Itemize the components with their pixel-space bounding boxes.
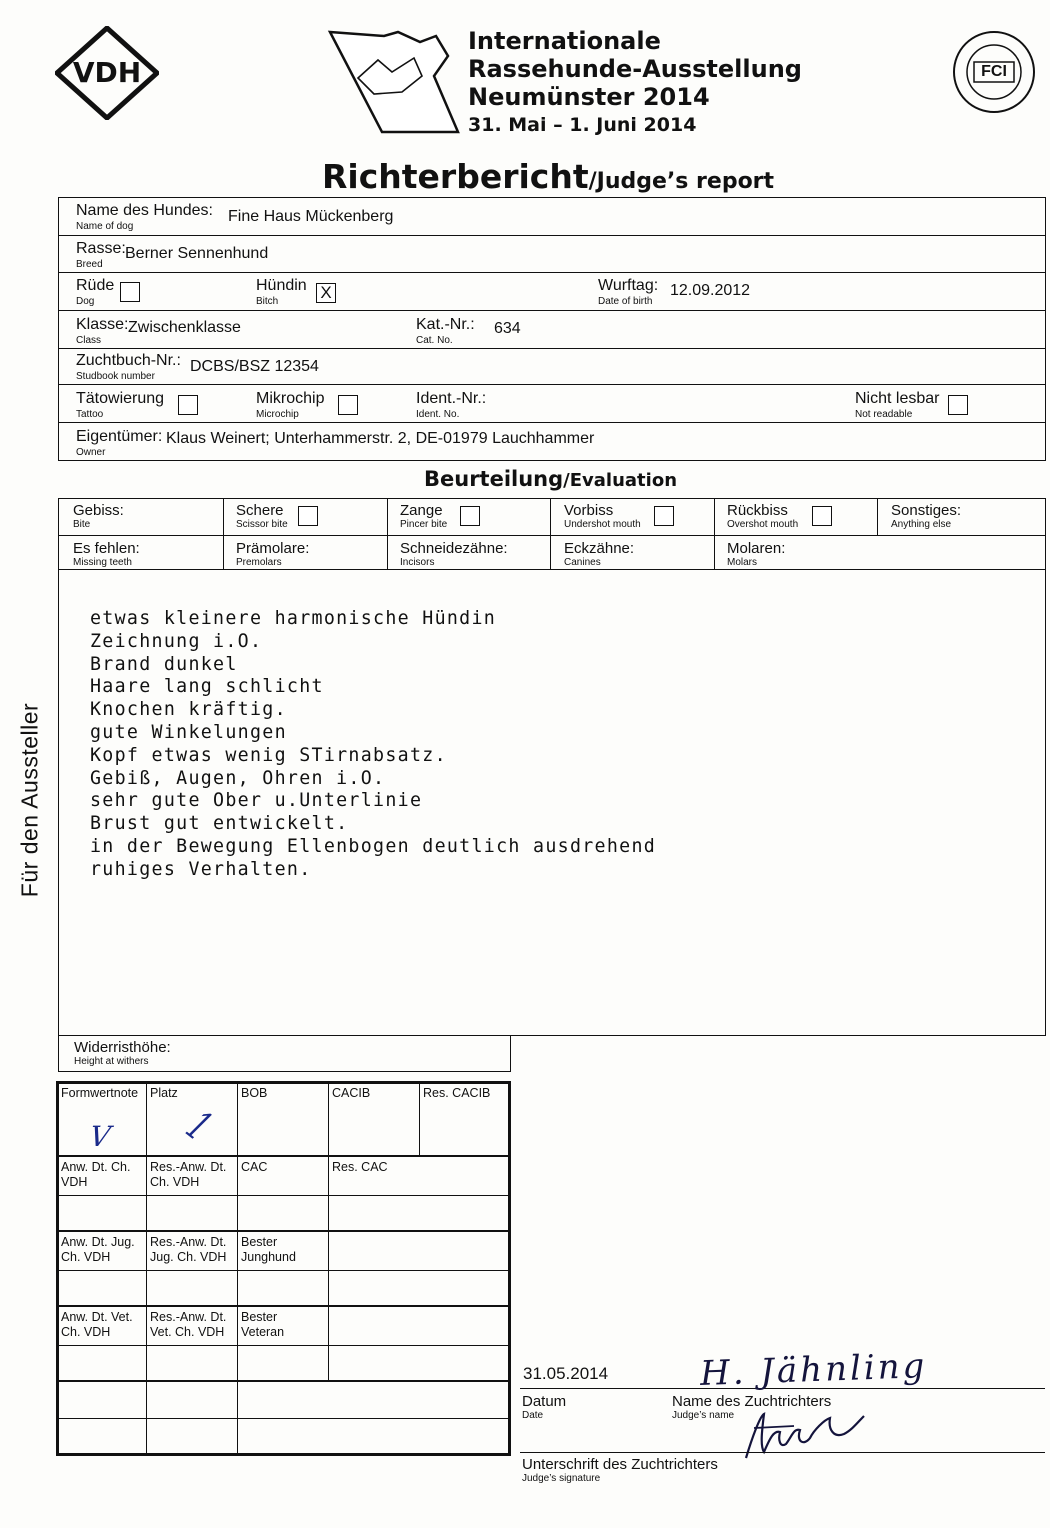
placement-mark: 1 <box>176 1102 220 1152</box>
ident-sub: Ident. No. <box>416 409 460 420</box>
breed-label: Rasse: <box>76 240 126 257</box>
incisors-sub: Incisors <box>400 557 435 568</box>
evaluation-line: Haare lang schlicht <box>90 676 324 698</box>
grading-header: Res. CACIB <box>423 1086 491 1100</box>
evaluation-text <box>90 608 656 882</box>
grading-cell: Anw. Dt. Vet. Ch. VDH <box>61 1310 133 1339</box>
class-value: Zwischenklasse <box>128 319 241 336</box>
evaluation-title-sub: /Evaluation <box>563 470 678 491</box>
dob-sub: Date of birth <box>598 296 653 307</box>
female-label: Hündin <box>256 277 307 294</box>
height-label: Widerristhöhe: <box>74 1039 171 1056</box>
grading-cell: Bester Veteran <box>241 1310 285 1339</box>
missing-label: Es fehlen: <box>73 540 140 557</box>
canines-label: Eckzähne: <box>564 540 635 557</box>
premolars-sub: Premolars <box>236 557 282 568</box>
canines-sub: Canines <box>564 557 601 568</box>
incisors-label: Schneidezähne: <box>400 540 508 557</box>
unread-label: Nicht lesbar <box>855 390 940 407</box>
male-label: Rüde <box>76 277 115 294</box>
grading-cell: Bester Junghund <box>241 1235 296 1264</box>
ident-label: Ident.-Nr.: <box>416 390 487 407</box>
header-title-3: Neumünster 2014 <box>468 83 710 111</box>
evaluation-line: etwas kleinere harmonische Hündin <box>90 608 497 629</box>
name-sub: Name of dog <box>76 221 134 232</box>
signature-label: Unterschrift des Zuchtrichters <box>522 1456 718 1473</box>
class-label: Klasse: <box>76 316 129 333</box>
evaluation-line: Knochen kräftig. <box>90 699 287 721</box>
catno-value: 634 <box>494 320 521 337</box>
judge-name-handwritten: H. Jähnling <box>699 1346 929 1394</box>
grading-cell: Res.-Anw. Dt. Vet. Ch. VDH <box>150 1310 227 1339</box>
grade-mark: V <box>87 1120 113 1153</box>
grading-cell: CAC <box>241 1160 268 1174</box>
unread-sub: Not readable <box>855 409 913 420</box>
pincer-checkbox[interactable] <box>460 506 480 526</box>
owner-value: Klaus Weinert; Unterhammerstr. 2, DE-01979 Lauchhammer <box>166 430 595 447</box>
chip-label: Mikrochip <box>256 390 325 407</box>
evaluation-line: Brand dunkel <box>90 653 238 675</box>
grading-cell: Res.-Anw. Dt. Ch. VDH <box>150 1160 227 1189</box>
evaluation-line: in der Bewegung Ellenbogen deutlich ausdrehend <box>90 835 657 857</box>
report-title <box>322 157 774 196</box>
height-sub: Height at withers <box>74 1056 149 1067</box>
grading-cell: Res.-Anw. Dt. Jug. Ch. VDH <box>150 1235 227 1264</box>
evaluation-title <box>424 467 677 491</box>
scissor-label: Schere <box>236 502 284 519</box>
female-checkbox[interactable]: X <box>316 283 336 303</box>
premolars-label: Prämolare: <box>236 540 310 557</box>
evaluation-line: Kopf etwas wenig STirnabsatz. <box>90 744 447 766</box>
male-sub: Dog <box>76 296 95 307</box>
grading-header: CACIB <box>332 1086 371 1100</box>
male-checkbox[interactable] <box>120 282 140 302</box>
report-title-sub: /Judge’s report <box>588 169 775 194</box>
report-title-main: Richterbericht <box>322 157 589 196</box>
undershot-label: Vorbiss <box>564 502 614 519</box>
owner-label: Eigentümer: <box>76 428 163 445</box>
overshot-sub: Overshot mouth <box>727 519 799 530</box>
overshot-label: Rückbiss <box>727 502 788 519</box>
female-sub: Bitch <box>256 296 279 307</box>
grading-header: Platz <box>150 1086 178 1100</box>
chip-checkbox[interactable] <box>338 395 358 415</box>
evaluation-line: Gebiß, Augen, Ohren i.O. <box>90 767 386 789</box>
tattoo-sub: Tattoo <box>76 409 104 420</box>
scissor-checkbox[interactable] <box>298 506 318 526</box>
grading-header: Formwertnote <box>61 1086 139 1100</box>
grading-cell: Res. CAC <box>332 1160 388 1174</box>
studbook-value: DCBS/BSZ 12354 <box>190 358 319 375</box>
pincer-sub: Pincer bite <box>400 519 448 530</box>
evaluation-line: ruhiges Verhalten. <box>90 858 312 880</box>
pincer-label: Zange <box>400 502 443 519</box>
studbook-label: Zuchtbuch-Nr.: <box>76 352 181 369</box>
vdh-logo-text: VDH <box>72 56 142 89</box>
evaluation-line: Zeichnung i.O. <box>90 630 263 652</box>
fci-logo-text: FCI <box>981 63 1007 80</box>
header-dates: 31. Mai – 1. Juni 2014 <box>468 114 697 136</box>
missing-sub: Missing teeth <box>73 557 132 568</box>
class-sub: Class <box>76 335 102 346</box>
grading-table[interactable] <box>56 1081 511 1456</box>
undershot-checkbox[interactable] <box>654 506 674 526</box>
catno-label: Kat.-Nr.: <box>416 316 475 333</box>
vdh-logo <box>55 26 159 120</box>
header-title-2: Rassehunde-Ausstellung <box>468 55 802 83</box>
evaluation-line: gute Winkelungen <box>90 721 287 743</box>
breed-sub: Breed <box>76 259 103 270</box>
evaluation-line: Brust gut entwickelt. <box>90 813 349 835</box>
grading-header: BOB <box>241 1086 268 1100</box>
map-outline-graphic <box>318 28 468 138</box>
breed-value: Berner Sennenhund <box>125 245 269 262</box>
studbook-sub: Studbook number <box>76 371 155 382</box>
judge-signature-graphic <box>734 1408 884 1464</box>
molars-label: Molaren: <box>727 540 786 557</box>
date-value: 31.05.2014 <box>523 1364 609 1383</box>
undershot-sub: Undershot mouth <box>564 519 641 530</box>
bite-sub: Bite <box>73 519 91 530</box>
tattoo-label: Tätowierung <box>76 390 165 407</box>
judge-name-label: Name des Zuchtrichters <box>672 1393 832 1410</box>
fci-logo <box>952 30 1036 114</box>
name-label: Name des Hundes: <box>76 202 213 219</box>
date-sub: Date <box>522 1410 544 1421</box>
evaluation-line: sehr gute Ober u.Unterlinie <box>90 790 423 812</box>
bite-label: Gebiss: <box>73 502 124 519</box>
tattoo-checkbox[interactable] <box>178 395 198 415</box>
dob-label: Wurftag: <box>598 277 659 294</box>
dob-value: 12.09.2012 <box>670 282 751 299</box>
scissor-sub: Scissor bite <box>236 519 288 530</box>
unread-checkbox[interactable] <box>948 395 968 415</box>
header-title-1: Internationale <box>468 27 661 55</box>
catno-sub: Cat. No. <box>416 335 453 346</box>
other-label: Sonstiges: <box>891 502 962 519</box>
grading-cell: Anw. Dt. Ch. VDH <box>61 1160 131 1189</box>
signature-sub: Judge’s signature <box>522 1473 601 1484</box>
owner-sub: Owner <box>76 447 106 458</box>
date-label: Datum <box>522 1393 567 1410</box>
judge-name-sub: Judge’s name <box>672 1410 735 1421</box>
side-label: Für den Aussteller <box>16 702 43 898</box>
overshot-checkbox[interactable] <box>812 506 832 526</box>
name-value: Fine Haus Mückenberg <box>228 208 394 225</box>
other-sub: Anything else <box>891 519 952 530</box>
grading-cell: Anw. Dt. Jug. Ch. VDH <box>61 1235 135 1264</box>
chip-sub: Microchip <box>256 409 299 420</box>
molars-sub: Molars <box>727 557 758 568</box>
evaluation-title-main: Beurteilung <box>424 467 564 491</box>
